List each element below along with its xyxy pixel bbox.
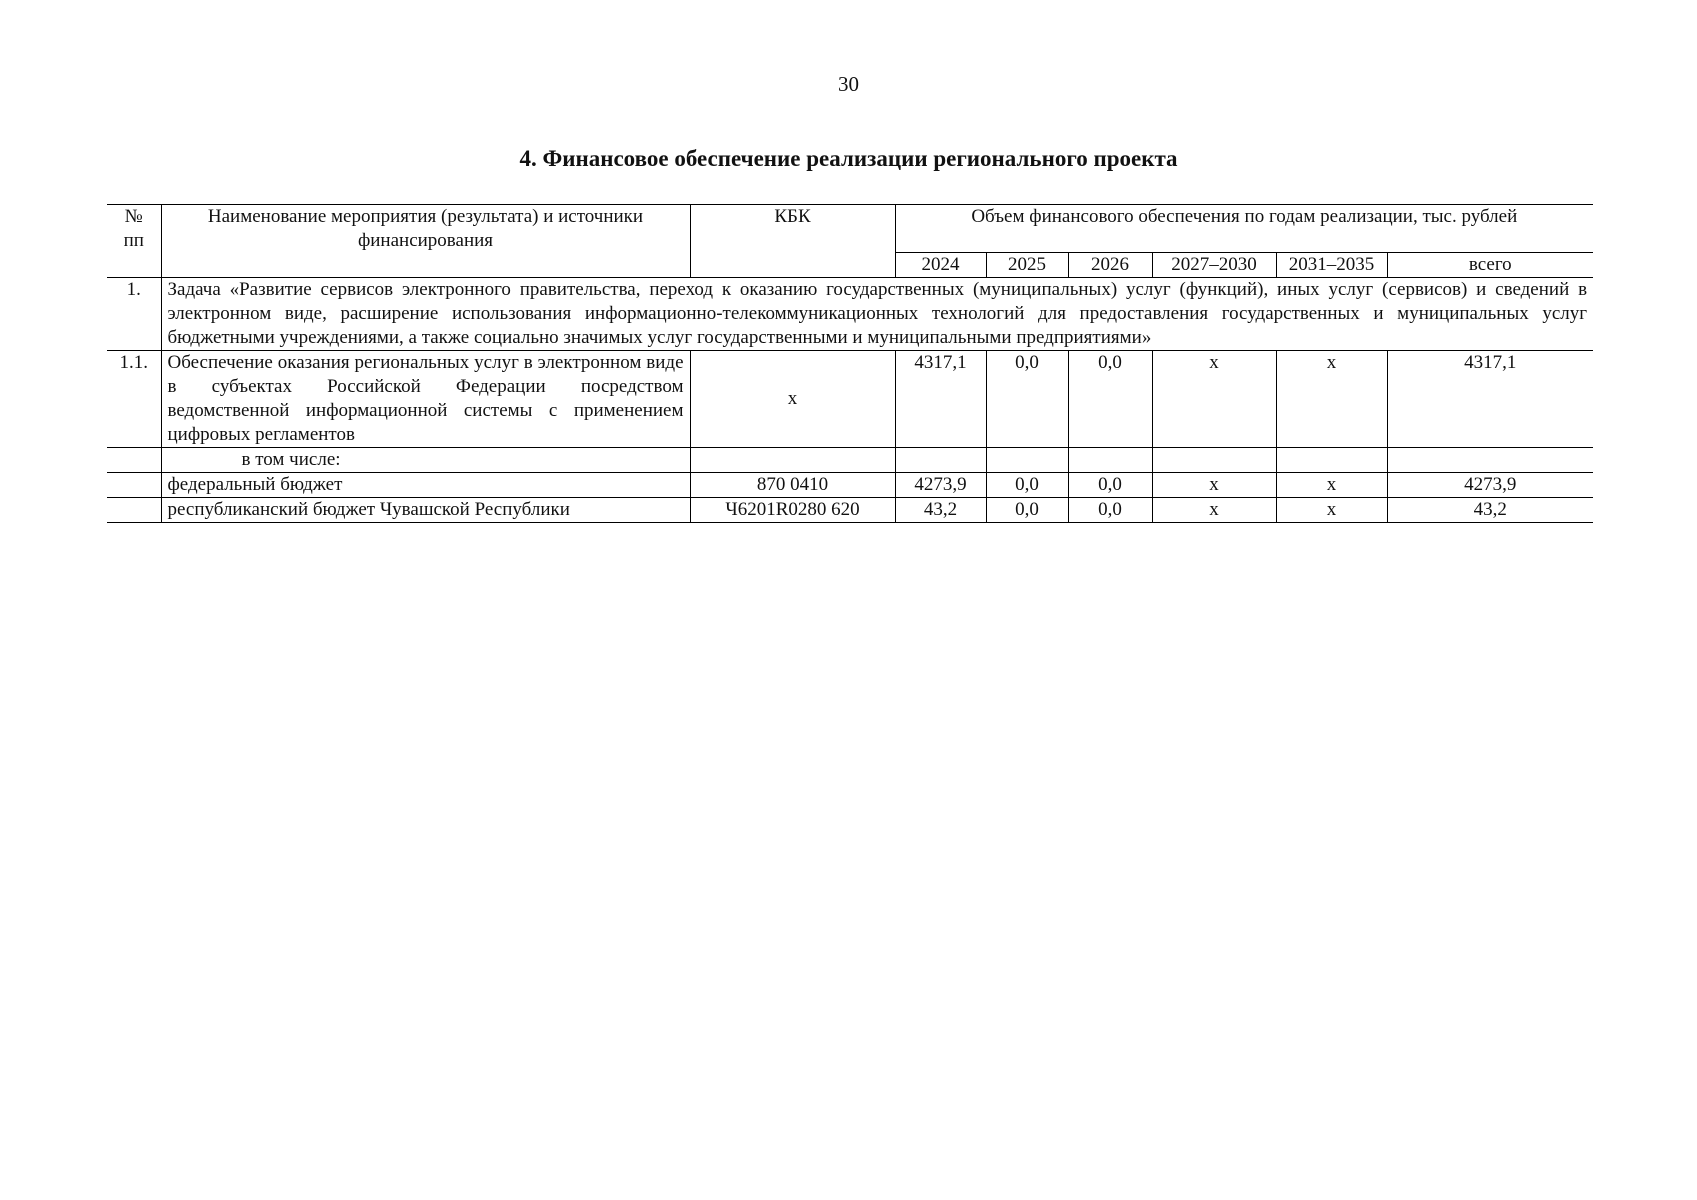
- source-value: 4273,9: [895, 473, 986, 498]
- header-year: 2027–2030: [1152, 253, 1276, 278]
- header-year: 2031–2035: [1276, 253, 1387, 278]
- item-num: 1.1.: [107, 351, 161, 448]
- source-total: 43,2: [1387, 498, 1593, 523]
- item-name: Обеспечение оказания региональных услуг в электронном виде в субъектах Российской Федерации посредством ведомственной информационной системы с применением цифровых регламентов: [161, 351, 690, 448]
- empty-cell: [1276, 448, 1387, 473]
- item-value: 0,0: [986, 351, 1068, 448]
- header-row: [107, 205, 1593, 253]
- source-value: 0,0: [986, 473, 1068, 498]
- empty-cell: [690, 448, 895, 473]
- source-name: республиканский бюджет Чувашской Республики: [161, 498, 690, 523]
- item-value: 4317,1: [895, 351, 986, 448]
- source-value: 0,0: [986, 498, 1068, 523]
- empty-cell: [107, 473, 161, 498]
- header-num: № пп: [107, 205, 161, 278]
- header-total: всего: [1387, 253, 1593, 278]
- item-row: [107, 351, 1593, 448]
- header-year: 2026: [1068, 253, 1152, 278]
- task-text: Задача «Развитие сервисов электронного правительства, переход к оказанию государственных (муниципальных) услуг (функций), иных услуг (сервисов) и сведений в электронном виде, расширение использования информационно-телекоммуникационных технологий для предоставления государственных и муниципальных услуг бюджетными учреждениями, а также социально значимых услуг государственными и муниципальными предприятиями»: [161, 278, 1593, 351]
- task-row: [107, 278, 1593, 351]
- empty-cell: [107, 448, 161, 473]
- header-kbk: КБК: [690, 205, 895, 278]
- financing-table: [107, 204, 1593, 523]
- empty-cell: [107, 498, 161, 523]
- source-value: 0,0: [1068, 473, 1152, 498]
- task-num: 1.: [107, 278, 161, 351]
- empty-cell: [986, 448, 1068, 473]
- section-title: 4. Финансовое обеспечение реализации регионального проекта: [519, 146, 1178, 171]
- source-name: федеральный бюджет: [161, 473, 690, 498]
- including-row: [107, 448, 1593, 473]
- item-total: 4317,1: [1387, 351, 1593, 448]
- item-kbk: x: [690, 351, 895, 448]
- source-total: 4273,9: [1387, 473, 1593, 498]
- empty-cell: [1068, 448, 1152, 473]
- source-kbk: 870 0410: [690, 473, 895, 498]
- source-value: x: [1276, 498, 1387, 523]
- source-value: x: [1152, 498, 1276, 523]
- item-value: x: [1152, 351, 1276, 448]
- header-volume: Объем финансового обеспечения по годам реализации, тыс. рублей: [895, 205, 1593, 253]
- header-year: 2025: [986, 253, 1068, 278]
- empty-cell: [1387, 448, 1593, 473]
- item-value: 0,0: [1068, 351, 1152, 448]
- empty-cell: [1152, 448, 1276, 473]
- source-kbk: Ч6201R0280 620: [690, 498, 895, 523]
- header-name: Наименование мероприятия (результата) и источники финансирования: [161, 205, 690, 278]
- source-value: x: [1152, 473, 1276, 498]
- item-value: x: [1276, 351, 1387, 448]
- source-value: x: [1276, 473, 1387, 498]
- page-number: 30: [838, 72, 859, 96]
- source-value: 0,0: [1068, 498, 1152, 523]
- header-year: 2024: [895, 253, 986, 278]
- source-row-republican: [107, 498, 1593, 523]
- including-label: в том числе:: [161, 448, 690, 473]
- empty-cell: [895, 448, 986, 473]
- source-row-federal: [107, 473, 1593, 498]
- source-value: 43,2: [895, 498, 986, 523]
